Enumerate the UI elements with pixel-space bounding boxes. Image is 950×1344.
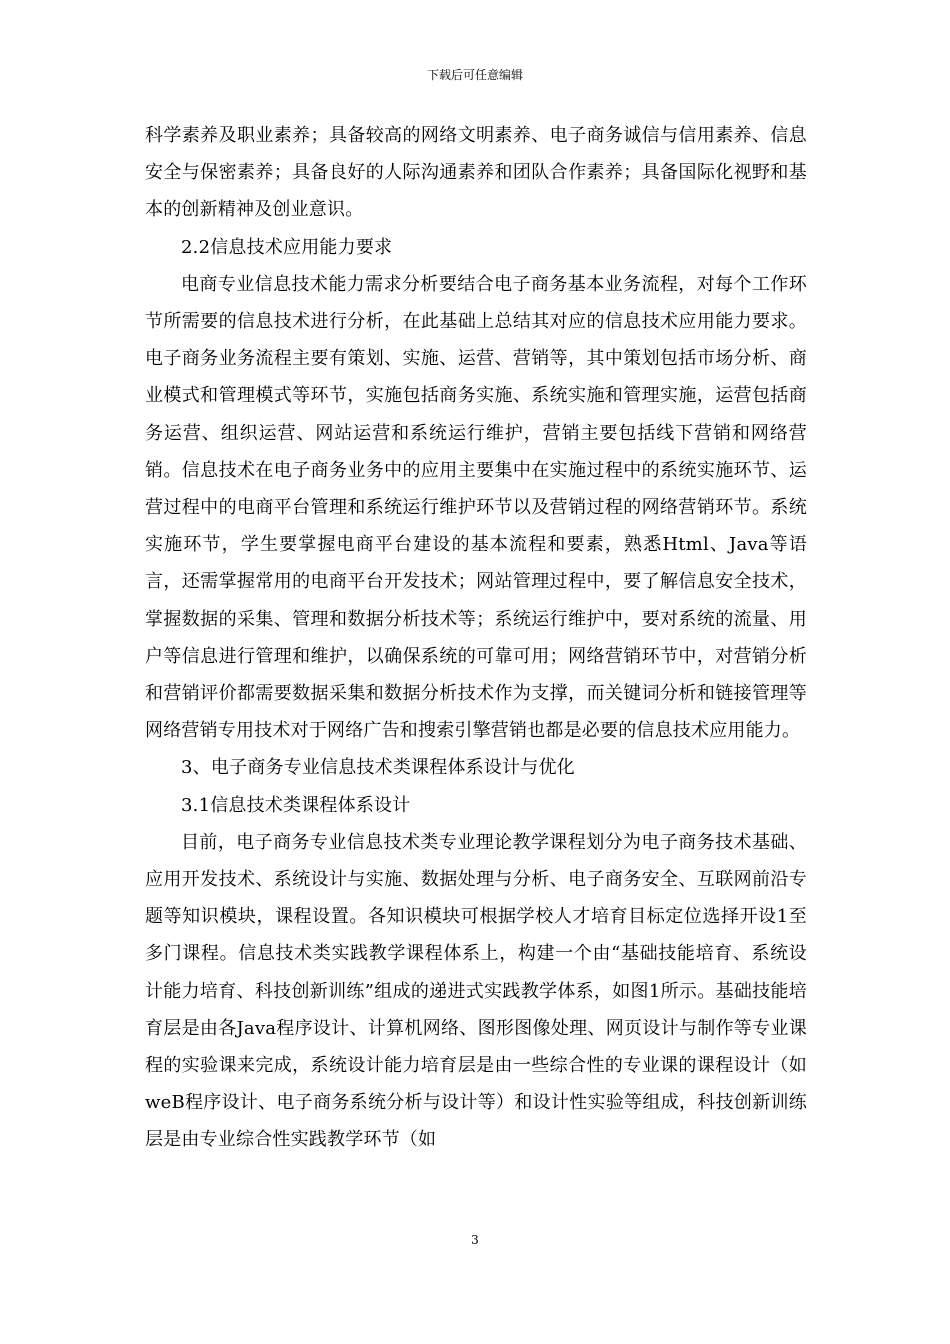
heading-2-2: 2.2信息技术应用能力要求 [181,236,393,258]
document-body [145,117,807,1159]
heading-3: 3、电子商务专业信息技术类课程体系设计与优化 [181,757,575,779]
heading-3-1: 3.1信息技术类课程体系设计 [181,794,411,816]
paragraph-curriculum-design: 目前，电子商务专业信息技术类专业理论教学课程划分为电子商务技术基础、应用开发技术、系统设计与实施、数据处理与分析、电子商务安全、互联网前沿专题等知识模块，课程设置。各知识模块可根据学校人才培育目标定位选择开设1至多门课程。信息技术类实践教学课程体系上，构建一个由“基础技能培育、系统设计能力培育、科技创新训练”组成的递进式实践教学体系，如图1所示。基础技能培育层是由各Java程序设计、计算机网络、图形图像处理、网页设计与制作等专业课程的实验课来完成，系统设计能力培育层是由一些综合性的专业课的课程设计（如weB程序设计、电子商务系统分析与设计等）和设计性实验等组成，科技创新训练层是由专业综合性实践教学环节（如 [145,831,807,1151]
page-number: 3 [471,1233,479,1247]
paragraph-literacy: 科学素养及职业素养；具备较高的网络文明素养、电子商务诚信与信用素养、信息安全与保密素养；具备良好的人际沟通素养和团队合作素养；具备国际化视野和基本的创新精神及创业意识。 [145,125,807,221]
page-header: 下载后可任意编辑 [426,68,523,82]
paragraph-it-requirements: 电商专业信息技术能力需求分析要结合电子商务基本业务流程，对每个工作环节所需要的信息技术进行分析，在此基础上总结其对应的信息技术应用能力要求。电子商务业务流程主要有策划、实施、运营、营销等，其中策划包括市场分析、商业模式和管理模式等环节，实施包括商务实施、系统实施和管理实施，运营包括商务运营、组织运营、网站运营和系统运行维护，营销主要包括线下营销和网络营销。信息技术在电子商务业务中的应用主要集中在实施过程中的系统实施环节、运营过程中的电商平台管理和系统运行维护环节以及营销过程的网络营销环节。系统实施环节，学生要掌握电商平台建设的基本流程和要素，熟悉Html、Java等语言，还需掌握常用的电商平台开发技术；网站管理过程中，要了解信息安全技术，掌握数据的采集、管理和数据分析技术等；系统运行维护中，要对系统的流量、用户等信息进行管理和维护，以确保系统的可靠可用；网络营销环节中，对营销分析和营销评价都需要数据采集和数据分析技术作为支撑，而关键词分析和链接管理等网络营销专用技术对于网络广告和搜索引擎营销也都是必要的信息技术应用能力。 [145,273,807,742]
